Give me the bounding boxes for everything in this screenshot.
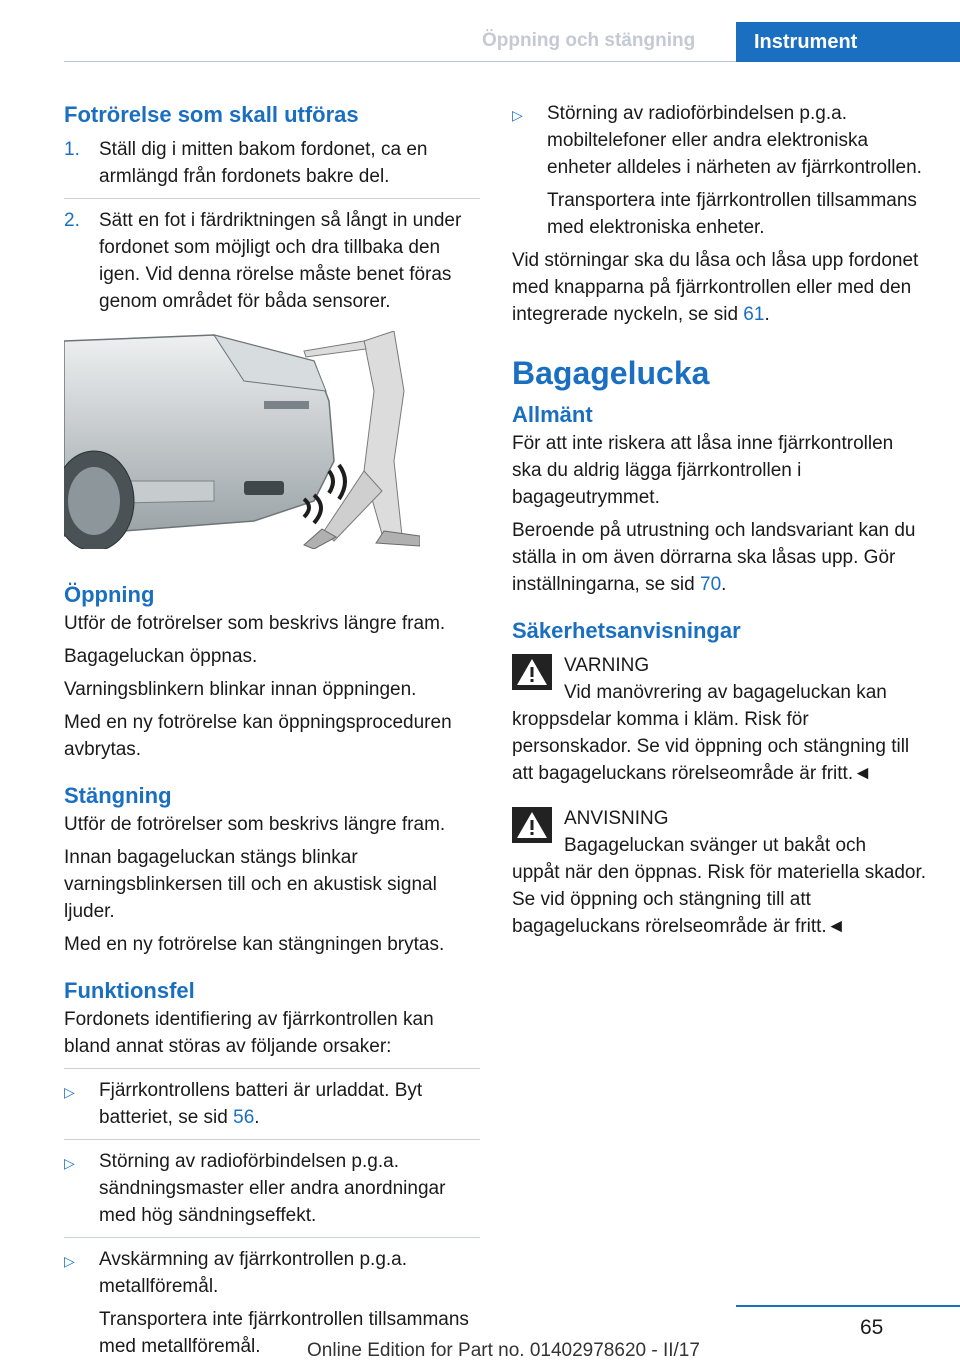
page-number: 65 xyxy=(860,1316,884,1339)
page-header xyxy=(0,0,960,62)
step-item xyxy=(64,207,480,315)
bullet-triangle-icon: ▷ xyxy=(64,1253,75,1269)
opening-paragraph: Varningsblinkern blinkar innan öppningen. xyxy=(64,679,417,700)
closing-paragraph: Utför de fotrörelser som beskrivs längre fram. xyxy=(64,814,446,835)
malfunction-heading: Funktionsfel xyxy=(64,978,195,1003)
safety-heading: Säkerhetsanvisningar xyxy=(512,618,741,643)
left-column xyxy=(64,100,480,1360)
list-item xyxy=(64,1148,480,1229)
general-text: Beroende på utrustning och landsvariant kan du ställa in om även dörrarna ska låsas upp. Gör inställningarna, se sid xyxy=(512,520,916,595)
warning-block xyxy=(512,652,928,787)
list-item: ▷ Fjärrkontrollens batteri är urladdat. Byt batteriet, se sid 56. xyxy=(64,1080,423,1128)
list-item-text: Störning av radioförbindelsen p.g.a. mobiltelefoner eller andra elektroniska enheter alldeles i närheten av fjärrkontrollen. xyxy=(547,103,922,178)
list-item-text: Störning av radioförbindelsen p.g.a. sändningsmaster eller andra anordningar med hög sändningseffekt. xyxy=(99,1151,446,1226)
closing-paragraph: Med en ny fotrörelse kan stängningen brytas. xyxy=(64,934,445,955)
closing-paragraph: Innan bagageluckan stängs blinkar varningsblinkersen till och en akustisk signal ljuder. xyxy=(64,847,437,922)
list-item-text: Fjärrkontrollens batteri är urladdat. Byt batteriet, se sid xyxy=(99,1080,423,1128)
warning-triangle-icon xyxy=(512,654,552,690)
page-link[interactable]: 70 xyxy=(700,574,722,595)
warning-text-first: Vid manövrering av bagageluckan kan xyxy=(564,682,887,703)
warning-label: VARNING xyxy=(564,655,650,676)
general-heading: Allmänt xyxy=(512,402,593,427)
opening-heading: Öppning xyxy=(64,582,155,607)
footer-rule xyxy=(736,1305,960,1307)
step-text: Sätt en fot i färdriktningen så långt in under fordonet som möjligt och dra tillbaka den igen. Vid denna rörelse måste benet föras genom området för båda sensorer. xyxy=(99,210,462,312)
list-item-text: Avskärmning av fjärrkontrollen p.g.a. metallföremål. xyxy=(99,1249,408,1297)
divider xyxy=(64,1139,480,1140)
step-text: Ställ dig i mitten bakom fordonet, ca en armlängd från fordonets bakre del. xyxy=(99,139,428,187)
divider xyxy=(64,1237,480,1238)
list-item-subtext: Transportera inte fjärrkontrollen tillsammans med elektroniska enheter. xyxy=(547,190,917,238)
header-section-title: Öppning och stängning xyxy=(482,30,696,51)
step-item xyxy=(64,136,480,190)
edition-note: Online Edition for Part no. 01402978620 - II/17 xyxy=(307,1340,700,1361)
notice-triangle-icon xyxy=(512,807,552,843)
closing-heading: Stängning xyxy=(64,783,172,808)
malfunction-intro: Fordonets identifiering av fjärrkontrollen kan bland annat störas av följande orsaker: xyxy=(64,1009,434,1057)
page-link[interactable]: 56 xyxy=(233,1107,255,1128)
warning-text-rest: kroppsdelar komma i kläm. Risk för personskador. Se vid öppning och stängning till att bagageluckans rörelseområde är fritt.◄ xyxy=(512,709,910,784)
notice-label: ANVISNING xyxy=(564,808,669,829)
bullet-triangle-icon: ▷ xyxy=(64,1155,75,1171)
notice-block xyxy=(512,805,928,940)
general-paragraph: För att inte riskera att låsa inne fjärrkontrollen ska du aldrig lägga fjärrkontrollen i bagageutrymmet. xyxy=(512,433,894,508)
page-link[interactable]: 61 xyxy=(743,304,765,325)
opening-paragraph: Utför de fotrörelser som beskrivs längre fram. xyxy=(64,613,446,634)
lock-paragraph: Vid störningar ska du låsa och låsa upp fordonet med knapparna på fjärrkontrollen eller med den integrerade nyckeln, se sid 61. xyxy=(512,250,919,325)
notice-text-first: Bagageluckan svänger ut bakåt och xyxy=(564,835,867,856)
step-number: 2. xyxy=(64,210,80,231)
opening-paragraph: Med en ny fotrörelse kan öppningsproceduren avbrytas. xyxy=(64,712,452,760)
notice-text-rest: uppåt när den öppnas. Risk för materiella skador. Se vid öppning och stängning till att bagageluckans rörelseområde är fritt.◄ xyxy=(512,862,927,937)
list-item xyxy=(512,100,928,241)
warning-text xyxy=(512,679,928,787)
bullet-triangle-icon: ▷ xyxy=(512,107,523,123)
lock-text: Vid störningar ska du låsa och låsa upp fordonet med knapparna på fjärrkontrollen eller med den integrerade nyckeln, se sid xyxy=(512,250,919,325)
general-paragraph: Beroende på utrustning och landsvariant kan du ställa in om även dörrarna ska låsas upp. Gör inställningarna, se sid 70. xyxy=(512,520,916,595)
notice-text xyxy=(512,832,928,940)
header-chapter-tab: Instrument xyxy=(736,22,960,62)
opening-paragraph: Bagageluckan öppnas. xyxy=(64,646,258,667)
header-rule xyxy=(64,61,736,62)
tailgate-heading: Bagagelucka xyxy=(512,355,710,391)
bullet-triangle-icon: ▷ xyxy=(64,1084,75,1100)
divider xyxy=(64,198,480,199)
divider xyxy=(64,1068,480,1069)
car-tailgate-foot-illustration xyxy=(64,331,420,549)
foot-movement-heading: Fotrörelse som skall utföras xyxy=(64,102,359,127)
right-column xyxy=(512,100,928,940)
list-item-subtext: Transportera inte fjärrkontrollen tillsammans med metallföremål. xyxy=(99,1309,469,1357)
step-number: 1. xyxy=(64,139,80,160)
